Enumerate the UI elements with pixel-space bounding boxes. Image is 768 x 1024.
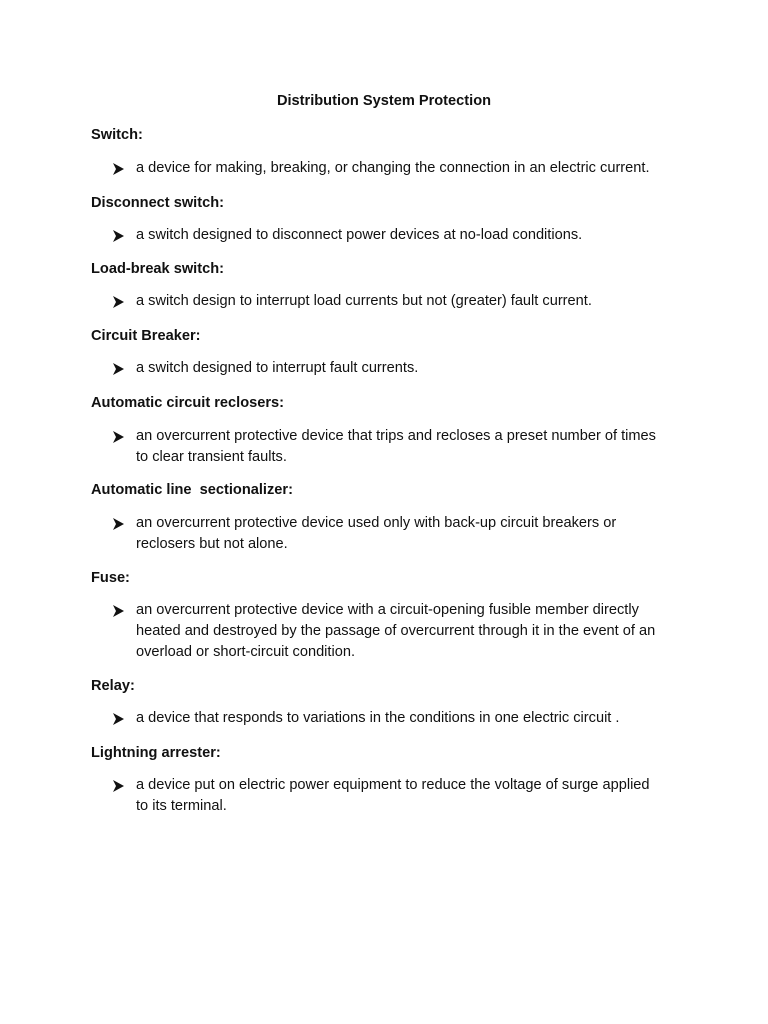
term-automatic-line-sectionalizer: Automatic line sectionalizer:: [91, 482, 293, 498]
term-disconnect-switch: Disconnect switch:: [91, 195, 224, 211]
definition-automatic-circuit-reclosers: [113, 426, 693, 468]
term-lightning-arrester: Lightning arrester:: [91, 745, 221, 761]
definition-text: a switch design to interrupt load currents but not (greater) fault current.: [136, 293, 592, 309]
arrow-bullet-icon: [113, 431, 124, 443]
term-fuse: Fuse:: [91, 570, 130, 586]
arrow-bullet-icon: [113, 363, 124, 375]
term-circuit-breaker: Circuit Breaker:: [91, 328, 201, 344]
term-automatic-circuit-reclosers: Automatic circuit reclosers:: [91, 395, 285, 411]
arrow-bullet-icon: [113, 163, 124, 175]
term-switch: Switch:: [91, 127, 143, 143]
definition-text: a switch designed to disconnect power devices at no-load conditions.: [136, 227, 583, 243]
definition-fuse: [113, 600, 693, 663]
definition-text: a device for making, breaking, or changing the connection in an electric current.: [136, 160, 650, 176]
arrow-bullet-icon: [113, 605, 124, 617]
page-title: Distribution System Protection: [276, 93, 492, 109]
arrow-bullet-icon: [113, 230, 124, 242]
term-relay: Relay:: [91, 678, 135, 694]
arrow-bullet-icon: [113, 713, 124, 725]
definition-text: a switch designed to interrupt fault currents.: [136, 360, 419, 376]
arrow-bullet-icon: [113, 518, 124, 530]
definition-circuit-breaker: [113, 358, 693, 379]
definition-load-break-switch: [113, 291, 693, 312]
term-load-break-switch: Load-break switch:: [91, 261, 224, 277]
definition-text: a device that responds to variations in the conditions in one electric circuit .: [136, 710, 620, 726]
definition-disconnect-switch: [113, 225, 693, 246]
arrow-bullet-icon: [113, 780, 124, 792]
definition-switch: [113, 158, 693, 179]
definition-text: an overcurrent protective device with a circuit-opening fusible member directly heated and destroyed by the passage of overcurrent through it in the event of an overload or short-circuit condition.: [136, 602, 656, 660]
definition-text: a device put on electric power equipment to reduce the voltage of surge applied to its terminal.: [136, 777, 650, 814]
arrow-bullet-icon: [113, 296, 124, 308]
definition-text: an overcurrent protective device that trips and recloses a preset number of times to clear transient faults.: [136, 428, 656, 465]
definition-lightning-arrester: [113, 775, 693, 817]
definition-automatic-line-sectionalizer: [113, 513, 693, 555]
definition-text: an overcurrent protective device used only with back-up circuit breakers or reclosers but not alone.: [136, 515, 617, 552]
definition-relay: [113, 708, 693, 729]
